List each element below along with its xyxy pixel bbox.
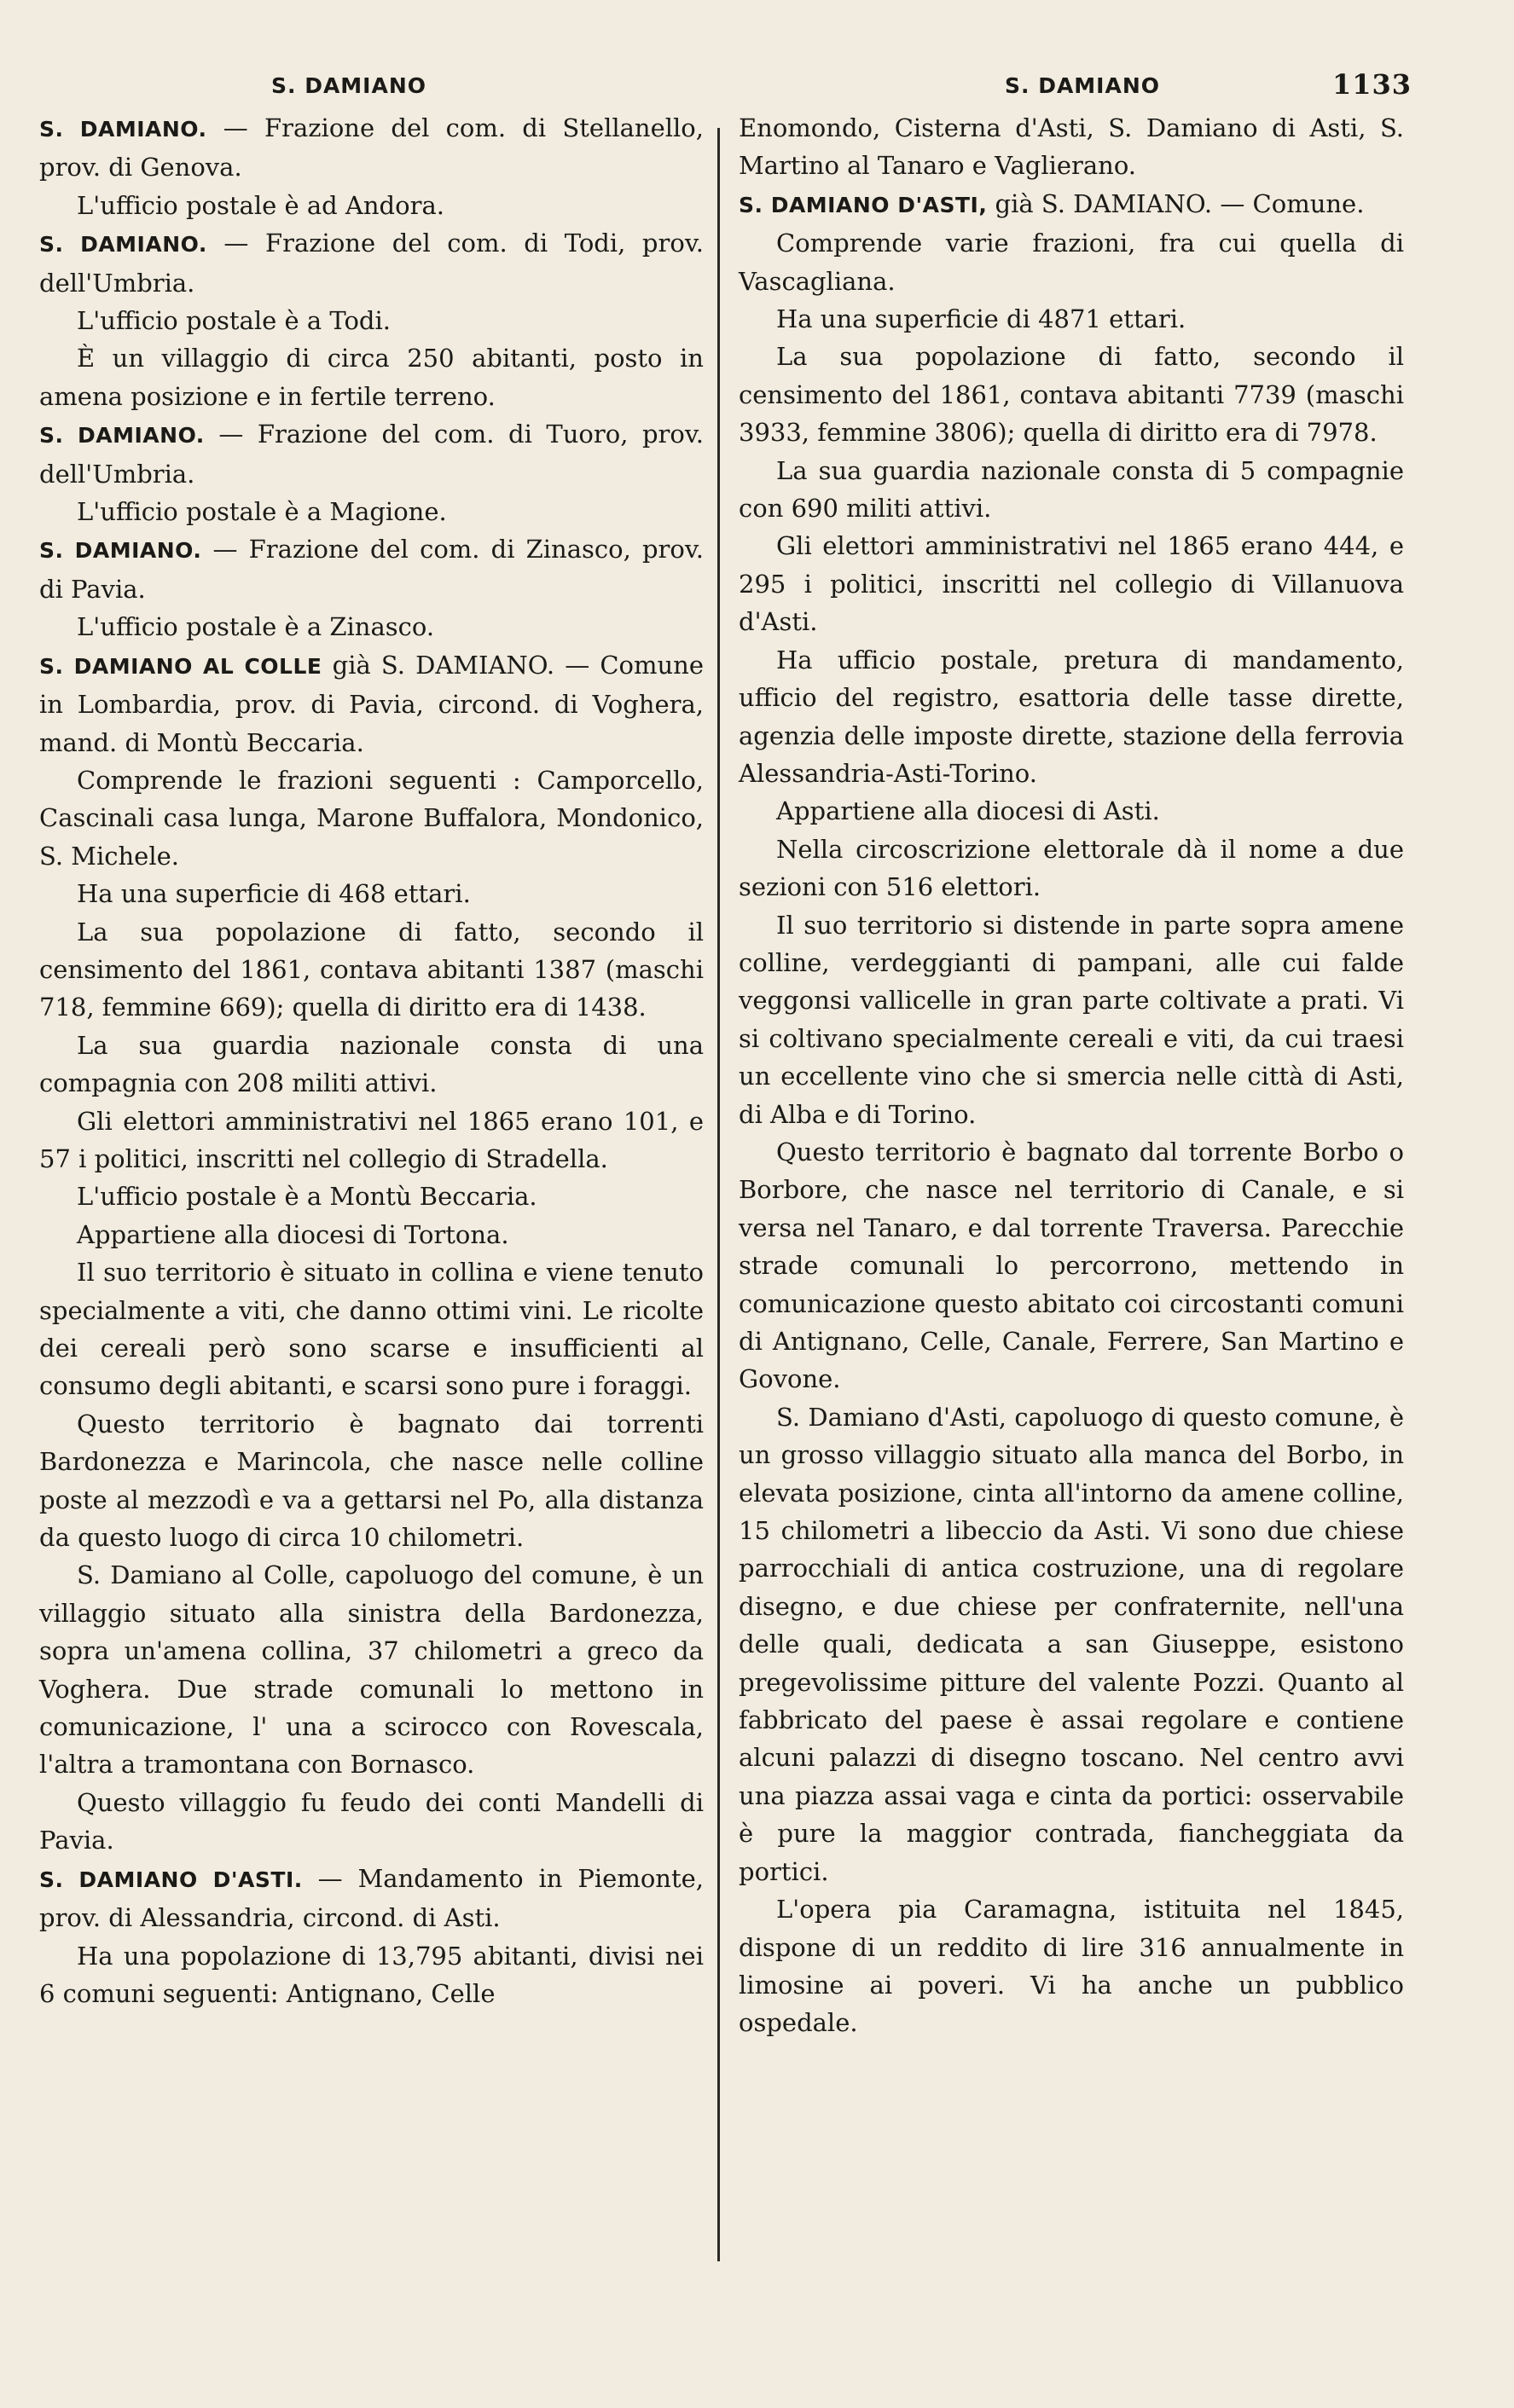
dictionary-entry xyxy=(39,1860,704,1937)
dictionary-entry xyxy=(39,109,704,187)
entry-paragraph xyxy=(39,1178,704,1215)
entry-paragraph xyxy=(739,1890,1404,2042)
entry-paragraph xyxy=(39,339,704,415)
entry-paragraph xyxy=(739,906,1404,1133)
paragraph-text: Ha ufficio postale, pretura di mandamento, ufficio del registro, esattoria delle tasse dirette, agenzia delle imposte dirette, stazione della ferrovia Alessandria-Asti-Torino. xyxy=(739,645,1404,788)
paragraph-text: L'ufficio postale è a Montù Beccaria. xyxy=(77,1182,537,1212)
paragraph-text: La sua popolazione di fatto, secondo il censimento del 1861, contava abitanti 1387 (maschi 718, femmine 669); quella di diritto era di 1438. xyxy=(39,917,704,1022)
entry-paragraph xyxy=(39,1556,704,1783)
entry-paragraph xyxy=(739,527,1404,640)
entry-paragraph xyxy=(39,761,704,875)
entry-paragraph xyxy=(39,1253,704,1405)
dictionary-entry xyxy=(39,224,704,302)
paragraph-text: S. Damiano al Colle, capoluogo del comune, è un villaggio situato alla sinistra della Bardonezza, sopra un'amena collina, 37 chilometri a greco da Voghera. Due strade comunali lo mettono in comunicazione, l' una a scirocco con Rovescala, l'altra a tramontana con Bornasco. xyxy=(39,1560,704,1780)
paragraph-text: L'ufficio postale è a Magione. xyxy=(77,497,447,527)
entry-paragraph xyxy=(739,452,1404,528)
entry-paragraph xyxy=(39,1405,704,1557)
paragraph-text: Questo territorio è bagnato dai torrenti Bardonezza e Marincola, che nasce nelle colline poste al mezzodì e va a gettarsi nel Po, alla distanza da questo luogo di circa 10 chilometri. xyxy=(39,1409,704,1553)
entry-paragraph xyxy=(739,641,1404,793)
paragraph-text: — Frazione del com. di Stellanello, prov. di Genova. xyxy=(39,113,704,182)
paragraph-text: — Frazione del com. di Zinasco, prov. di Pavia. xyxy=(39,535,704,604)
entry-paragraph xyxy=(739,792,1404,830)
paragraph-text: Ha una superficie di 4871 ettari. xyxy=(776,304,1186,334)
dictionary-entry xyxy=(39,646,704,761)
dictionary-entry xyxy=(739,185,1404,224)
paragraph-text: — Frazione del com. di Todi, prov. dell'Umbria. xyxy=(39,229,704,298)
entry-headword: S. DAMIANO. xyxy=(39,232,207,258)
paragraph-text: Ha una superficie di 468 ettari. xyxy=(77,879,471,909)
paragraph-text: È un villaggio di circa 250 abitanti, posto in amena posizione e in fertile terreno. xyxy=(39,344,704,411)
paragraph-text: già S. DAMIANO. — Comune in Lombardia, prov. di Pavia, circond. di Voghera, mand. di Montù Beccaria. xyxy=(39,650,704,757)
entry-headword: S. DAMIANO. xyxy=(39,538,202,564)
entry-paragraph xyxy=(739,1398,1404,1890)
paragraph-text: Comprende le frazioni seguenti : Camporcello, Cascinali casa lunga, Marone Buffalora, Mondonico, S. Michele. xyxy=(39,765,704,871)
entry-paragraph xyxy=(739,300,1404,338)
entry-headword: S. DAMIANO. xyxy=(39,423,205,449)
paragraph-text: Ha una popolazione di 13,795 abitanti, divisi nei 6 comuni seguenti: Antignano, Celle xyxy=(39,1941,704,2008)
paragraph-text: La sua guardia nazionale consta di una compagnia con 208 militi attivi. xyxy=(39,1030,704,1098)
entry-headword: S. DAMIANO. xyxy=(39,117,207,142)
entry-paragraph xyxy=(39,913,704,1027)
entry-paragraph xyxy=(39,493,704,530)
dictionary-entry xyxy=(39,415,704,493)
paragraph-text: Questo territorio è bagnato dal torrente Borbo o Borbore, che nasce nel territorio di Canale, e si versa nel Tanaro, e dal torrente Traversa. Parecchie strade comunali lo percorrono, mettendo in comunicazione questo abitato coi circostanti comuni di Antignano, Celle, Canale, Ferrere, San Martino e Govone. xyxy=(739,1137,1404,1394)
entry-paragraph xyxy=(39,1103,704,1178)
paragraph-text: La sua guardia nazionale consta di 5 compagnie con 690 militi attivi. xyxy=(739,455,1404,524)
entry-paragraph xyxy=(739,338,1404,451)
paragraph-text: Appartiene alla diocesi di Asti. xyxy=(776,796,1160,826)
entry-headword: S. DAMIANO D'ASTI. xyxy=(39,1867,303,1892)
entry-paragraph xyxy=(39,1937,704,2013)
entry-paragraph xyxy=(739,1133,1404,1398)
column-divider xyxy=(717,128,720,2261)
paragraph-text: Il suo territorio è situato in collina e viene tenuto specialmente a viti, che danno ottimi vini. Le ricolte dei cereali però sono scarse e insufficienti al consumo degli abitanti, e scarsi sono pure i foraggi. xyxy=(39,1258,704,1401)
entry-headword: S. DAMIANO D'ASTI, xyxy=(739,192,988,217)
paragraph-text: S. Damiano d'Asti, capoluogo di questo comune, è un grosso villaggio situato alla manca del Borbo, in elevata posizione, cinta all'intorno da amene colline, 15 chilometri a libeccio da Asti. Vi sono due chiese parrocchiali di antica costruzione, una di regolare disegno, e due chiese per confraternite, nell'una delle quali, dedicata a san Giuseppe, esistono pregevolissime pitture del valente Pozzi. Quanto al fabbricato del paese è assai regolare e contiene alcuni palazzi di disegno toscano. Nel centro avvi una piazza assai vaga e cinta da portici: osservabile è pure la maggior contrada, fiancheggiata da portici. xyxy=(739,1402,1404,1886)
entry-paragraph xyxy=(39,1216,704,1253)
paragraph-text: Questo villaggio fu feudo dei conti Mandelli di Pavia. xyxy=(39,1787,704,1855)
entry-paragraph xyxy=(739,831,1404,906)
page-number: 1133 xyxy=(1332,68,1412,101)
paragraph-text: Enomondo, Cisterna d'Asti, S. Damiano di Asti, S. Martino al Tanaro e Vaglierano. xyxy=(739,113,1404,181)
paragraph-text: L'ufficio postale è a Zinasco. xyxy=(77,612,435,642)
paragraph-text: Comprende varie frazioni, fra cui quella di Vascagliana. xyxy=(739,229,1404,296)
entry-headword: S. DAMIANO AL COLLE xyxy=(39,653,322,679)
paragraph-text: — Frazione del com. di Tuoro, prov. dell'Umbria. xyxy=(39,420,704,489)
entry-paragraph xyxy=(39,1027,704,1103)
entry-paragraph xyxy=(39,302,704,339)
paragraph-text: Gli elettori amministrativi nel 1865 erano 101, e 57 i politici, inscritti nel collegio di Stradella. xyxy=(39,1106,704,1173)
right-column xyxy=(739,109,1404,2042)
paragraph-text: già S. DAMIANO. — Comune. xyxy=(987,188,1365,218)
left-column xyxy=(39,109,704,2012)
paragraph-text: Appartiene alla diocesi di Tortona. xyxy=(77,1219,509,1249)
entry-paragraph xyxy=(39,1784,704,1860)
paragraph-text: La sua popolazione di fatto, secondo il censimento del 1861, contava abitanti 7739 (maschi 3933, femmine 3806); quella di diritto era di 7978. xyxy=(739,342,1404,448)
entry-paragraph xyxy=(39,875,704,912)
paragraph-text: L'opera pia Caramagna, istituita nel 1845, dispone di un reddito di lire 316 annualmente in limosine ai poveri. Vi ha anche un pubblico ospedale. xyxy=(739,1895,1404,2038)
entry-paragraph xyxy=(39,608,704,645)
entry-paragraph xyxy=(739,109,1404,185)
running-head-right: S. DAMIANO xyxy=(1005,73,1161,98)
paragraph-text: — Mandamento in Piemonte, prov. di Alessandria, circond. di Asti. xyxy=(39,1863,704,1933)
running-head-left: S. DAMIANO xyxy=(271,73,427,98)
paragraph-text: Nella circoscrizione elettorale dà il nome a due sezioni con 516 elettori. xyxy=(739,834,1404,902)
paragraph-text: L'ufficio postale è ad Andora. xyxy=(77,190,444,220)
entry-paragraph xyxy=(739,224,1404,300)
dictionary-entry xyxy=(39,530,704,608)
paragraph-text: L'ufficio postale è a Todi. xyxy=(77,306,391,336)
paragraph-text: Il suo territorio si distende in parte sopra amene colline, verdeggianti di pampani, alle cui falde veggonsi vallicelle in gran parte coltivate a prati. Vi si coltivano specialmente cereali e viti, da cui traesi un eccellente vino che si smercia nelle città di Asti, di Alba e di Torino. xyxy=(739,910,1404,1129)
entry-paragraph xyxy=(39,187,704,224)
paragraph-text: Gli elettori amministrativi nel 1865 erano 444, e 295 i politici, inscritti nel collegio di Villanuova d'Asti. xyxy=(739,531,1404,637)
